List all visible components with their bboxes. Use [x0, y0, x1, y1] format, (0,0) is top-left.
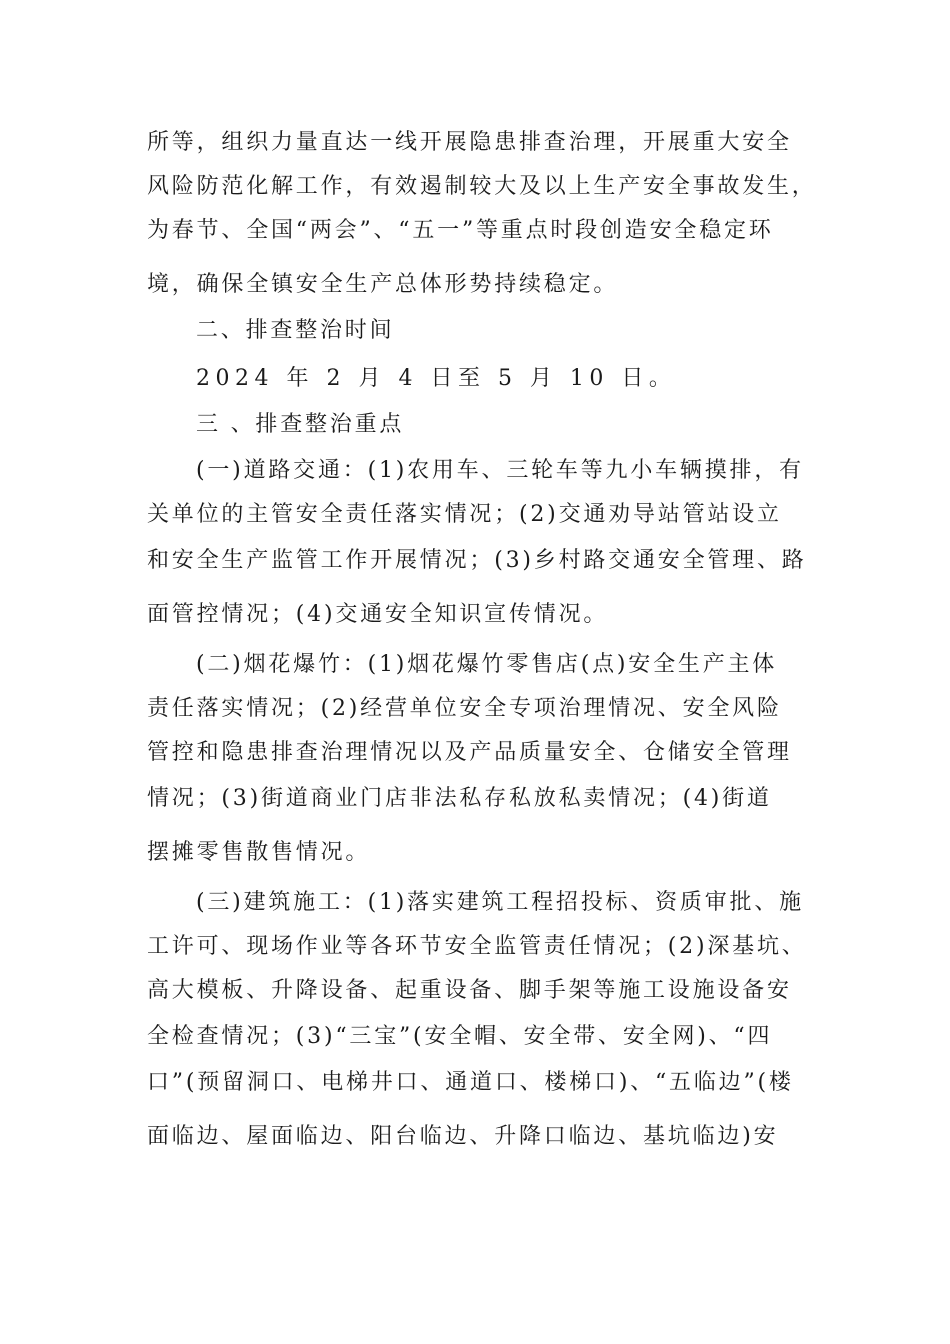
section-heading-time: 二、排查整治时间 — [196, 318, 395, 343]
paragraph-line: 关单位的主管安全责任落实情况；(2)交通劝导站管站设立 — [147, 502, 782, 527]
paragraph-line: 所等，组织力量直达一线开展隐患排查治理，开展重大安全 — [147, 130, 792, 155]
paragraph-line: 工许可、现场作业等各环节安全监管责任情况；(2)深基坑、 — [147, 934, 807, 959]
paragraph-line: 和安全生产监管工作开展情况；(3)乡村路交通安全管理、路 — [147, 548, 807, 573]
date-range: 2024 年 2 月 4 日至 5 月 10 日。 — [196, 366, 677, 391]
paragraph-line: 责任落实情况；(2)经营单位安全专项治理情况、安全风险 — [147, 696, 782, 721]
paragraph-line: (一)道路交通：(1)农用车、三轮车等九小车辆摸排，有 — [196, 458, 804, 483]
paragraph-line: (二)烟花爆竹：(1)烟花爆竹零售店(点)安全生产主体 — [196, 652, 778, 677]
paragraph-line: 风险防范化解工作，有效遏制较大及以上生产安全事故发生， — [147, 174, 817, 199]
paragraph-line: 口”(预留洞口、电梯井口、通道口、楼梯口)、“五临边”(楼 — [147, 1070, 794, 1095]
paragraph-line: 面管控情况；(4)交通安全知识宣传情况。 — [147, 602, 609, 627]
paragraph-line: 情况；(3)街道商业门店非法私存私放私卖情况；(4)街道 — [147, 786, 772, 811]
paragraph-line: 管控和隐患排查治理情况以及产品质量安全、仓储安全管理 — [147, 740, 792, 765]
paragraph-line: (三)建筑施工：(1)落实建筑工程招投标、资质审批、施 — [196, 890, 804, 915]
paragraph-line: 高大模板、升降设备、起重设备、脚手架等施工设施设备安 — [147, 978, 792, 1003]
paragraph-line: 全检查情况；(3)“三宝”(安全帽、安全带、安全网)、“四 — [147, 1024, 773, 1049]
section-heading-focus: 三 、排查整治重点 — [196, 412, 405, 437]
paragraph-line: 摆摊零售散售情况。 — [147, 840, 371, 865]
paragraph-line: 境，确保全镇安全生产总体形势持续稳定。 — [147, 272, 619, 297]
paragraph-line: 面临边、屋面临边、阳台临边、升降口临边、基坑临边)安 — [147, 1124, 779, 1149]
paragraph-line: 为春节、全国“两会”、“五一”等重点时段创造安全稳定环 — [147, 218, 774, 243]
